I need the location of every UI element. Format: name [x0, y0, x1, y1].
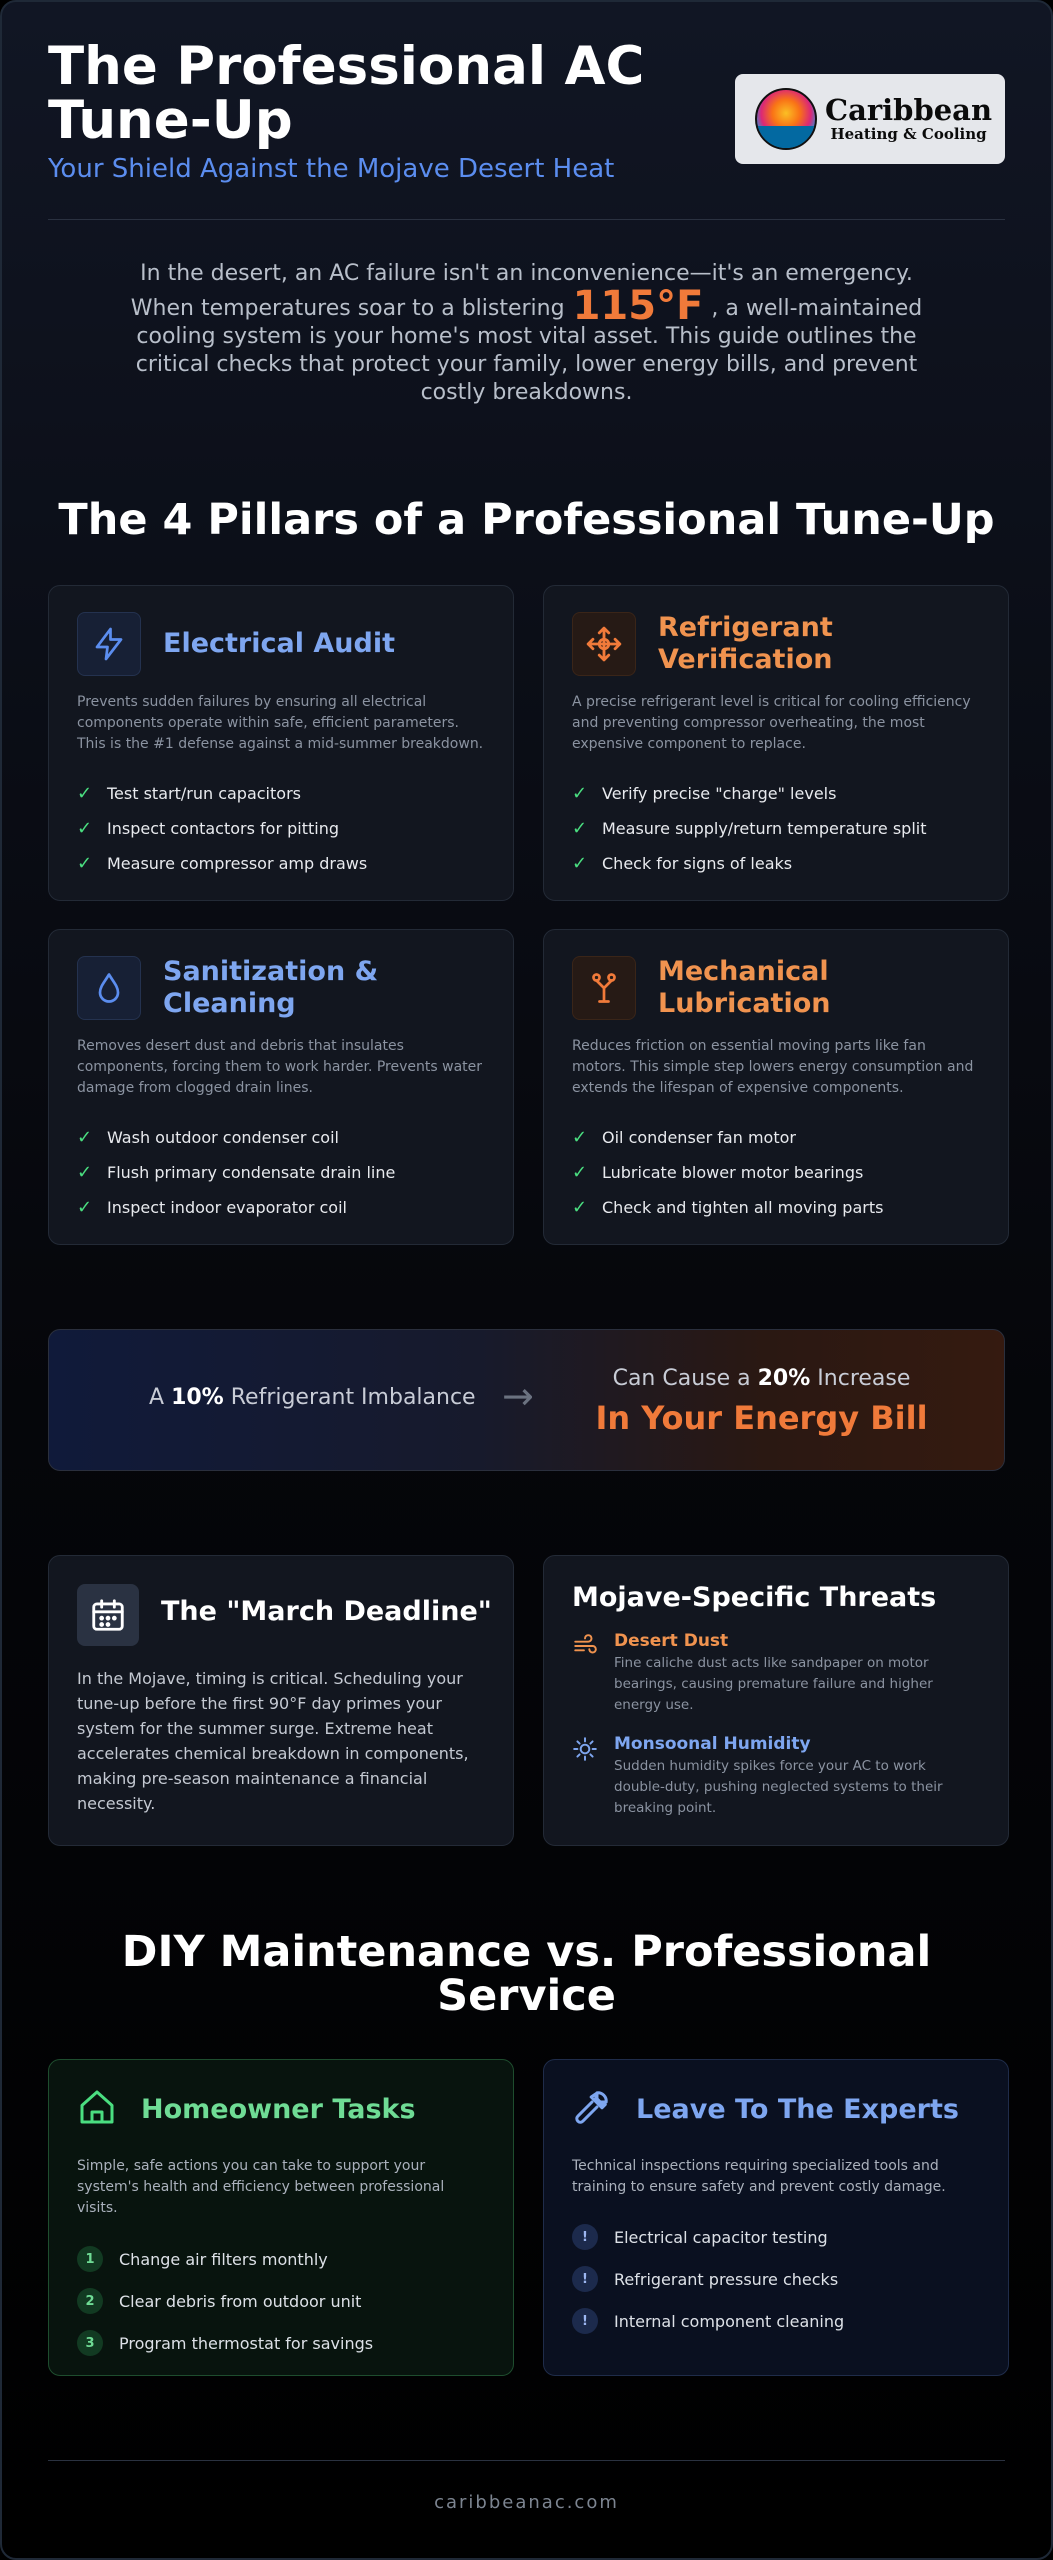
checkmark-icon: ✓ — [572, 853, 588, 874]
checkmark-icon: ✓ — [572, 783, 588, 804]
compare-title: DIY Maintenance vs. Professional Service — [121, 1927, 932, 2021]
checklist-text: Inspect contactors for pitting — [107, 819, 339, 838]
checklist-item — [572, 776, 980, 811]
oil-can-icon — [572, 956, 636, 1020]
threat-description: Sudden humidity spikes force your AC to work double-duty, pushing neglected systems to their breaking point. — [614, 1758, 943, 1816]
checklist-text: Measure supply/return temperature split — [602, 819, 927, 838]
wrench-icon — [572, 2087, 612, 2131]
intro-lead: In the desert, an AC failure isn't an inconvenience—it's an emergency. — [140, 261, 913, 286]
threat-name: Monsoonal Humidity — [614, 1734, 811, 1754]
pillar-description: Reduces friction on essential moving parts like fan motors. This simple step lowers energy consumption and extends the lifespan of expensive components. — [572, 1038, 974, 1096]
checklist-item — [77, 1190, 485, 1225]
calendar-icon — [77, 1584, 139, 1646]
experts-description: Technical inspections requiring specialized tools and training to ensure safety and prevent costly damage. — [572, 2158, 946, 2195]
step-number: 3 — [77, 2330, 103, 2356]
step-text: Clear debris from outdoor unit — [119, 2291, 362, 2311]
expert-text: Electrical capacitor testing — [614, 2227, 828, 2247]
company-logo — [735, 74, 1005, 164]
checklist-item — [77, 776, 485, 811]
step-item — [77, 2280, 485, 2322]
pillar-checklist — [572, 776, 980, 881]
expert-item — [572, 2300, 980, 2342]
expert-item — [572, 2216, 980, 2258]
checkmark-icon: ✓ — [572, 818, 588, 839]
pillar-card-sanitization — [48, 929, 514, 1245]
checklist-item — [572, 1190, 980, 1225]
experts-card — [543, 2059, 1009, 2376]
checklist-text: Check for signs of leaks — [602, 854, 793, 873]
expert-text: Internal component cleaning — [614, 2311, 845, 2331]
pillar-title: Refrigerant Verification — [658, 612, 833, 675]
homeowner-steps — [77, 2238, 485, 2364]
checklist-item — [572, 846, 980, 881]
checklist-text: Inspect indoor evaporator coil — [107, 1198, 347, 1217]
pillars-title: The 4 Pillars of a Professional Tune-Up — [58, 495, 995, 545]
banner-effect-pre: Can Cause a — [612, 1366, 751, 1391]
checklist-item — [77, 811, 485, 846]
checklist-text: Check and tighten all moving parts — [602, 1198, 884, 1217]
pillar-title: Sanitization & Cleaning — [163, 956, 379, 1019]
checklist-text: Verify precise "charge" levels — [602, 784, 837, 803]
checklist-text: Lubricate blower motor bearings — [602, 1163, 864, 1182]
banner-cause-post: Refrigerant Imbalance — [230, 1385, 476, 1410]
right-arrow-icon: → — [502, 1374, 534, 1418]
pillar-card-electrical — [48, 585, 514, 901]
page-subtitle: Your Shield Against the Mojave Desert Heat — [48, 154, 615, 184]
checklist-item — [77, 846, 485, 881]
banner-cause-percent: 10% — [171, 1385, 224, 1410]
alert-icon: ! — [572, 2224, 598, 2250]
checkmark-icon: ✓ — [77, 1162, 93, 1183]
threat-item — [572, 1631, 980, 1716]
checklist-text: Wash outdoor condenser coil — [107, 1128, 339, 1147]
threat-description: Fine caliche dust acts like sandpaper on motor bearings, causing premature failure and higher energy use. — [614, 1655, 933, 1713]
banner-cause-pre: A — [149, 1385, 165, 1410]
pillar-card-refrigerant — [543, 585, 1009, 901]
checkmark-icon: ✓ — [77, 1197, 93, 1218]
threat-name: Desert Dust — [614, 1631, 729, 1651]
deadline-title: The "March Deadline" — [161, 1596, 492, 1627]
homeowner-description: Simple, safe actions you can take to support your system's health and efficiency between professional visits. — [77, 2158, 445, 2216]
threats-title: Mojave-Specific Threats — [572, 1582, 937, 1613]
checklist-text: Flush primary condensate drain line — [107, 1163, 396, 1182]
step-item — [77, 2238, 485, 2280]
energy-impact-banner — [48, 1329, 1005, 1471]
checklist-item — [77, 1120, 485, 1155]
lightning-bolt-icon — [77, 612, 141, 676]
homeowner-tasks-card — [48, 2059, 514, 2376]
step-text: Change air filters monthly — [119, 2249, 328, 2269]
checklist-text: Measure compressor amp draws — [107, 854, 368, 873]
alert-icon: ! — [572, 2308, 598, 2334]
banner-effect-post: Increase — [817, 1366, 911, 1391]
pillar-checklist — [77, 776, 485, 881]
checklist-text: Oil condenser fan motor — [602, 1128, 796, 1147]
mojave-threats-card — [543, 1555, 1009, 1846]
homeowner-title: Homeowner Tasks — [141, 2093, 416, 2125]
step-number: 2 — [77, 2288, 103, 2314]
intro-pre-temp: When temperatures soar to a blistering — [130, 296, 565, 321]
expert-text: Refrigerant pressure checks — [614, 2269, 839, 2289]
checkmark-icon: ✓ — [572, 1162, 588, 1183]
checkmark-icon: ✓ — [572, 1127, 588, 1148]
header-divider — [48, 219, 1005, 220]
pillar-description: A precise refrigerant level is critical for cooling efficiency and preventing compressor overheating, the most expensive component to replace. — [572, 694, 971, 752]
experts-list — [572, 2216, 980, 2342]
footer-url[interactable]: caribbeanac.com — [434, 2492, 619, 2513]
step-number: 1 — [77, 2246, 103, 2272]
checkmark-icon: ✓ — [77, 783, 93, 804]
pillar-title: Electrical Audit — [163, 628, 395, 659]
palm-sunset-logo-icon — [755, 88, 817, 150]
step-text: Program thermostat for savings — [119, 2333, 374, 2353]
checkmark-icon: ✓ — [572, 1197, 588, 1218]
pillar-description: Prevents sudden failures by ensuring all electrical components operate within safe, efficient parameters. This is the #1 defense against a mid-summer breakdown. — [77, 694, 484, 752]
footer-divider — [48, 2460, 1005, 2461]
intro — [108, 260, 945, 407]
water-drop-icon — [77, 956, 141, 1020]
alert-icon: ! — [572, 2266, 598, 2292]
banner-effect-line — [579, 1366, 944, 1391]
sun-humidity-icon — [572, 1734, 614, 1819]
pillar-description: Removes desert dust and debris that insulates components, forcing them to work harder. Prevents water damage from clogged drain lines. — [77, 1038, 483, 1096]
march-deadline-card — [48, 1555, 514, 1846]
header — [48, 36, 1005, 184]
checklist-item — [572, 811, 980, 846]
checklist-item — [77, 1155, 485, 1190]
temperature-highlight: 115°F — [572, 283, 704, 329]
banner-effect — [579, 1366, 944, 1437]
threat-item — [572, 1734, 980, 1819]
checklist-item — [572, 1155, 980, 1190]
house-icon — [77, 2087, 117, 2131]
deadline-text: In the Mojave, timing is critical. Scheduling your tune-up before the first 90°F day primes your system for the summer surge. Extreme heat accelerates chemical breakdown in components, making pre-season maintenance a financial necessity. — [77, 1669, 469, 1813]
checklist-item — [572, 1120, 980, 1155]
step-item — [77, 2322, 485, 2364]
banner-cause — [149, 1385, 476, 1410]
checkmark-icon: ✓ — [77, 853, 93, 874]
banner-effect-headline: In Your Energy Bill — [595, 1399, 928, 1437]
banner-effect-percent: 20% — [757, 1366, 811, 1391]
checkmark-icon: ✓ — [77, 1127, 93, 1148]
experts-title: Leave To The Experts — [636, 2093, 959, 2125]
intro-body — [108, 283, 945, 407]
pillar-title: Mechanical Lubrication — [658, 956, 831, 1019]
page-title: The Professional AC Tune-Up — [48, 36, 645, 151]
logo-text — [825, 93, 993, 143]
logo-name: Caribbean — [825, 93, 993, 127]
logo-subtitle: Heating & Cooling — [830, 125, 987, 143]
wind-icon — [572, 1631, 614, 1716]
checkmark-icon: ✓ — [77, 818, 93, 839]
intro-post-temp: , a well-maintained cooling system is your home's most vital asset. This guide outlines the critical checks that protect your family, lower energy bills, and prevent costly breakdowns. — [135, 296, 923, 405]
pillar-checklist — [572, 1120, 980, 1225]
pillar-checklist — [77, 1120, 485, 1225]
arrows-move-icon — [572, 612, 636, 676]
pillar-card-lubrication — [543, 929, 1009, 1245]
expert-item — [572, 2258, 980, 2300]
checklist-text: Test start/run capacitors — [107, 784, 301, 803]
